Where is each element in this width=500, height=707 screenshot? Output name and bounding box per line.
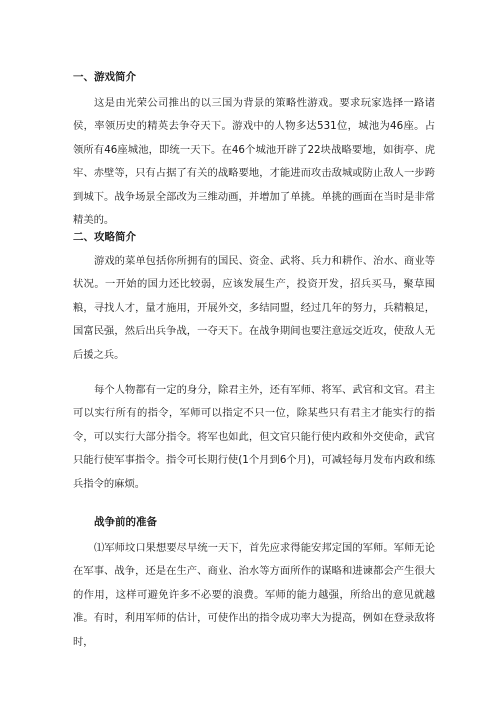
paragraph-text: 每个人物都有一定的身分，除君主外，还有军师、将军、武官和文官。君主可以实行所有的指令，军师可以指定不只一位，除某些只有君主才能实行的指令，可以实行大部分指令。将军也如此，但文官只能行使内政和外交使命，武官只能行使军事指令。指令可长期行使(1个月到6个月)，可减轻每月发布内政和练兵指令的麻烦。 (73, 384, 435, 490)
paragraph-text: 这是由光荣公司推出的以三国为背景的策略性游戏。要求玩家选择一路诸侯，率领历史的精英去争夺天下。游戏中的人物多达531位，城池为46座。占领所有46座城池，即统一天下。在46个城池开辟了22块战略要地，如街亭、虎牢、赤壁等，只有占据了有关的战略要地，才能进而攻击敌城或防止敌人一步跨到城下。战争场景全部改为三维动画，并增加了单挑。单挑的画面在当时是非常精美的。 (73, 97, 435, 227)
paragraph-intro (73, 92, 435, 232)
section-heading-intro: 一、游戏简介 (73, 71, 136, 83)
paragraph-military-advisor (73, 537, 435, 654)
section-heading-prewar: 战争前的准备 (94, 516, 157, 528)
section-heading-strategy: 二、攻略简介 (73, 231, 136, 243)
paragraph-strategy-roles (73, 379, 435, 496)
paragraph-strategy-menu (73, 250, 435, 367)
paragraph-text: 游戏的菜单包括你所拥有的国民、资金、武将、兵力和耕作、治水、商业等状况。一开始的国力还比较弱，应该发展生产，投资开发，招兵买马，聚草囤粮，寻找人才，量才施用，开展外交，多结同盟，经过几年的努力，兵精粮足，国富民强，然后出兵争战，一夺天下。在战争期间也要注意远交近攻，使敌人无后援之兵。 (73, 255, 435, 361)
paragraph-text: ⑴军师坟口果想要尽早统一天下，首先应求得能安邦定国的军师。军师无论在军事、战争，还是在生产、商业、治水等方面所作的谋略和进谏都会产生很大的作用，这样可避免许多不必要的浪费。军师的能力越强，所给出的意见就越准。有时，利用军师的估计，可使作出的指令成功率大为提高，例如在登录敌将时， (73, 542, 435, 648)
